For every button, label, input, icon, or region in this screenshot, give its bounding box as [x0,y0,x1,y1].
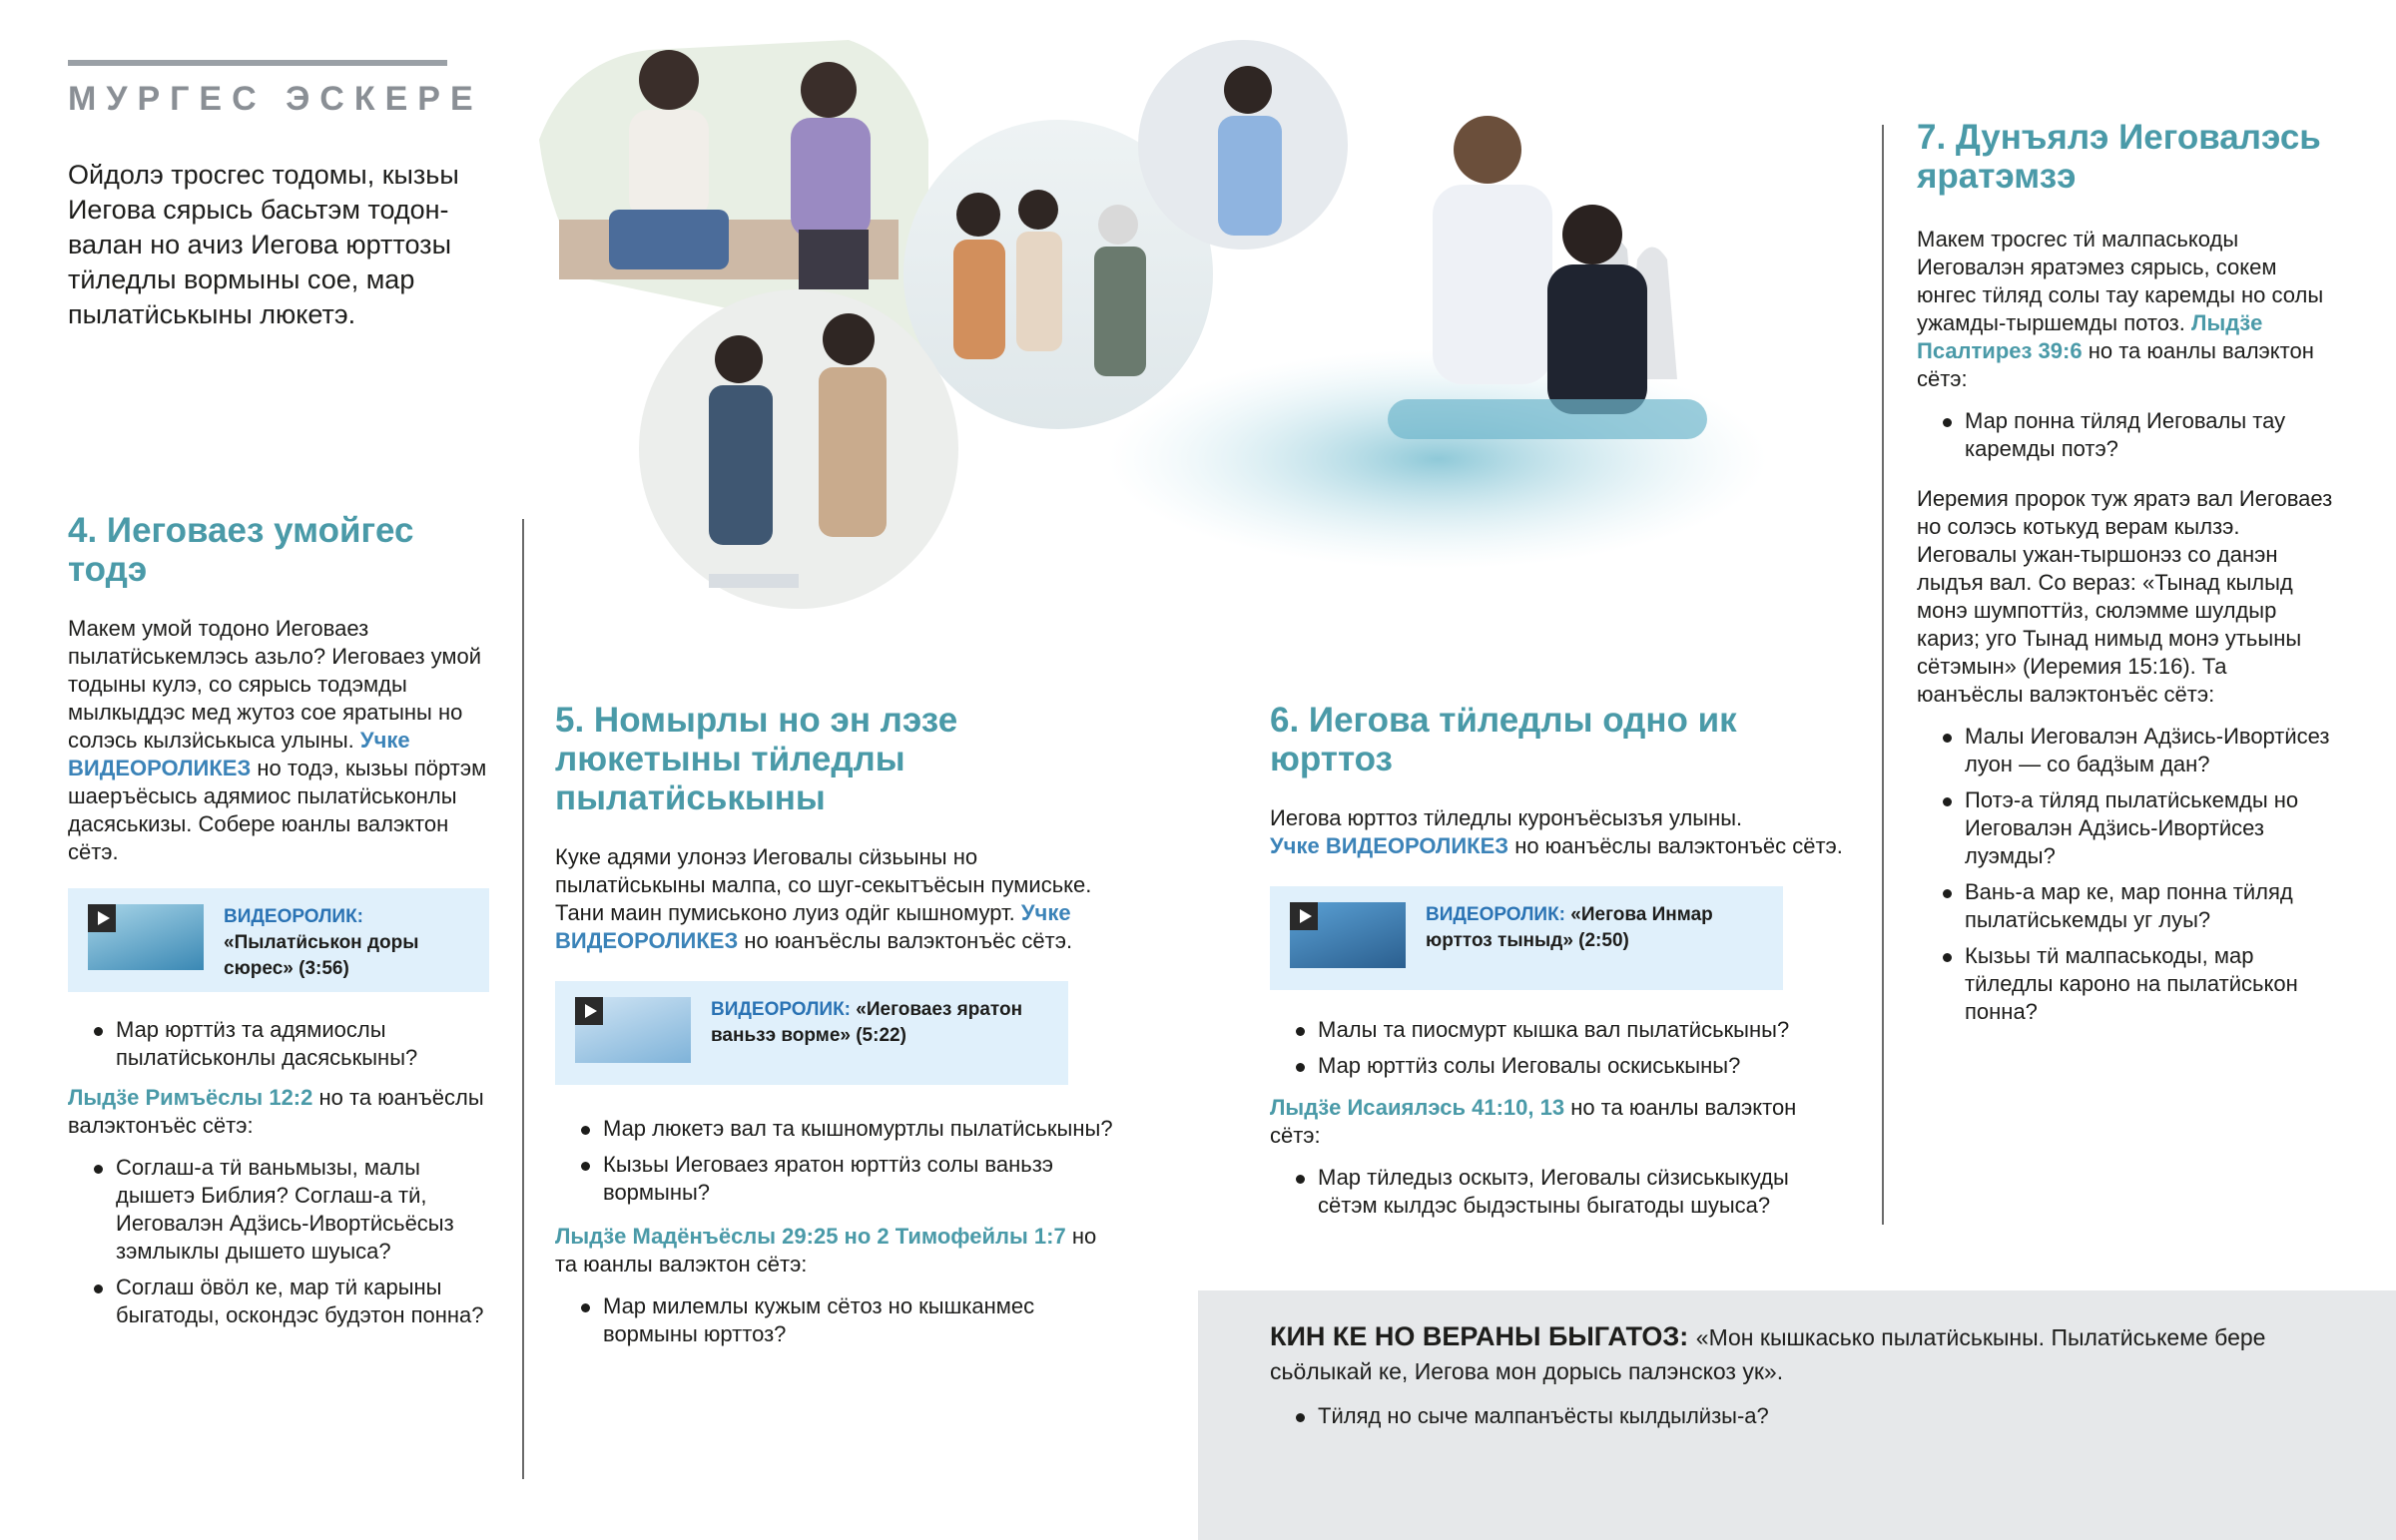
question-list [1917,407,2336,463]
play-icon [88,904,116,932]
question: Мар милемлы кужым сётоз но кышканмес вормыны юрттоз? [555,1292,1134,1348]
section-6-text: Иегова юрттоз тӥледлы куронъёсызъя улыны. Учке ВИДЕОРОЛИКЕЗ но юанъёслы валэктонъёс сётэ. [1270,805,1843,858]
section-7-text-2: Иеремия пророк туж яратэ вал Иеговаез но солэсь котькуд верам кылзэ. Иеговалы ужан-тыршонэз со данэн лыдъя вал. Со вераз: «Тынад кылыд монэ шумпоттӥз, сюлэмме шулдыр кариз; уго Тынад нимыд монэ утьыны сётэмын» (Иеремия 15:16). Та юанъёслы валэктонъёс сётэ: [1917,486,2333,707]
video-label: ВИДЕОРОЛИК: [711,999,852,1020]
section-6 [1270,701,1869,1228]
video-card[interactable] [555,981,1068,1085]
video-title: «Пылатӥськон доры сюрес» (3:56) [224,932,419,979]
video-thumbnail [1290,902,1406,968]
question: Мар тӥледыз оскытэ, Иеговалы сӥзиськыкуды сётэм кылдэс быдэстыны быгатоды шуыса? [1270,1164,1829,1220]
question: Мар юрттӥз та адямиослы пылатӥськонлы дасяськыны? [68,1016,497,1072]
scene-baptism-water [1108,349,1767,569]
question: Вань-а мар ке, мар понна тӥляд пылатӥськемды уг луы? [1917,878,2336,934]
question: Мар понна тӥляд Иеговалы тау каремды потэ? [1917,407,2336,463]
objection-box [1198,1290,2396,1540]
video-title: «Иеговаез яратон ваньзэ ворме» (5:22) [711,999,1023,1046]
play-icon [1290,902,1318,930]
question: Тӥляд но сыче малпанъёсты кылдылӥзы-а? [1270,1402,2268,1430]
video-label: ВИДЕОРОЛИК: [1426,904,1566,925]
section-6-title: 6. Иегова тӥледлы одно ик юрттоз [1270,701,1737,778]
scripture-line: Лыдӟе Мадёнъёслы 29:25 но 2 Тимофейлы 1:7 но та юанлы валэктон сётэ: [555,1224,1097,1277]
question: Соглаш ӧвӧл ке, мар тӥ карыны быгатоды, оскондэс будэтон понна? [68,1274,497,1329]
watch-video-link[interactable]: Учке ВИДЕОРОЛИКЕЗ [1270,833,1509,858]
question: Мар юрттӥз солы Иеговалы оскиськыны? [1270,1052,1869,1080]
scene-conversation [539,40,928,349]
section-7-title: 7. Дунъялэ Иеговалэсь яратэмзэ [1917,118,2321,196]
section-5-title: 5. Номырлы но эн лэзе люкетыны тӥледлы пылатӥськыны [555,701,958,817]
scripture-link[interactable]: Лыдӟе Римъёслы 12:2 [68,1085,313,1110]
play-icon [575,997,603,1025]
question-list [555,1292,1134,1348]
section-4-title: 4. Иеговаез умойгес тодэ [68,511,414,589]
section-5-text: Куке адями улонэз Иеговалы сӥзьыны но пылатӥськыны малпа, со шуг-секытъёсын пумиське. Тани маин пумиськоно луиз одӥг кышномурт. Учке ВИДЕОРОЛИКЕЗ но юанъёслы валэктонъёс сётэ. [555,844,1092,953]
question: Мар люкетэ вал та кышномуртлы пылатӥськыны? [555,1115,1134,1143]
video-thumbnail [88,904,204,970]
video-title: «Иегова Инмар юрттоз тыныд» (2:50) [1426,904,1713,951]
question: Соглаш-а тӥ ваньмызы, малы дышетэ Библия? Соглаш-а тӥ, Иеговалэн Адӟись-Ивортӥсьёсыз зэмлыклы дышето шуыса? [68,1154,497,1266]
video-label: ВИДЕОРОЛИК: [224,906,364,927]
column-divider-1 [522,519,524,1479]
question-list [1270,1164,1829,1220]
page-kicker: МУРГЕС ЭСКЕРЕ [68,80,483,118]
question: Малы Иеговалэн Адӟись-Ивортӥсез луон — со бадӟым дан? [1917,723,2336,778]
video-card[interactable] [1270,886,1783,990]
section-5 [555,701,1134,1356]
intro-text: Ойдолэ тросгес тодомы, кызьы Иегова сярысь басьтэм тодон-валан но ачиз Иегова юрттозы тӥледлы вормыны сое, мар пылатӥськыны люкетэ. [68,160,459,329]
question: Кызьы тӥ малпаськоды, мар тӥледлы кароно на пылатӥськон понна? [1917,942,2336,1026]
video-thumbnail [575,997,691,1063]
illustration [529,20,1787,619]
scripture-line: Лыдӟе Исаиялэсь 41:10, 13 но та юанлы валэктон сётэ: [1270,1095,1797,1148]
video-card[interactable] [68,888,489,992]
question: Потэ-а тӥляд пылатӥськемды но Иеговалэн Адӟись-Ивортӥсез луэмды? [1917,786,2336,870]
section-7-text: Макем тросгес тӥ малпаськоды Иеговалэн яратэмез сярысь, сокем юнгес тӥляд солы тау каремды но солы ужамды-тыршемды потоз. Лыдӟе Псалтирез 39:6 но та юанлы валэктон сётэ: [1917,227,2324,391]
scripture-link[interactable]: Лыдӟе Мадёнъёслы 29:25 но 2 Тимофейлы 1:7 [555,1224,1066,1249]
column-divider-2 [1882,125,1884,1225]
scripture-line: Лыдӟе Римъёслы 12:2 но та юанъёслы валэктонъёс сётэ: [68,1085,484,1138]
watch-video-link[interactable]: Учке ВИДЕОРОЛИКЕЗ [68,728,410,780]
question-list [1270,1402,2268,1430]
objection-text: КИН КЕ НО ВЕРАНЫ БЫГАТОЗ: «Мон кышкасько пылатӥськыны. Пылатӥськеме бере сьӧлыкай ке, Иегова мон дорысь палэнскоз ук». [1270,1321,2266,1384]
question-list [68,1154,497,1329]
section-7 [1917,118,2336,1034]
question: Кызьы Иеговаез яратон юрттӥз солы ваньзэ вормыны? [555,1151,1134,1207]
scripture-link[interactable]: Лыдӟе Псалтирез 39:6 [1917,310,2263,363]
header-rule [68,60,447,66]
scene-work-circle [639,289,958,609]
section-4-text: Макем умой тодоно Иеговаез пылатӥськемлэсь азьло? Иеговаез умой тодыны кулэ, со сярысь тодэмды мылкыддэс мед жутоз сое яратыны но солэсь кылзӥськыса улыны. Учке ВИДЕОРОЛИКЕЗ но тодэ, кызьы пӧртэм шаеръёсысь адямиос пылатӥськонлы дасяськизы. Собере юанлы валэктон сётэ. [68,616,487,864]
question-list [1270,1016,1869,1080]
objection-heading: КИН КЕ НО ВЕРАНЫ БЫГАТОЗ: [1270,1321,1689,1351]
watch-video-link[interactable]: Учке ВИДЕОРОЛИКЕЗ [555,900,1071,953]
question: Малы та пиосмурт кышка вал пылатӥськыны? [1270,1016,1869,1044]
section-4 [68,511,497,1337]
question-list [555,1115,1134,1207]
question-list [68,1016,497,1072]
question-list [1917,723,2336,1026]
scripture-link[interactable]: Лыдӟе Исаиялэсь 41:10, 13 [1270,1095,1565,1120]
